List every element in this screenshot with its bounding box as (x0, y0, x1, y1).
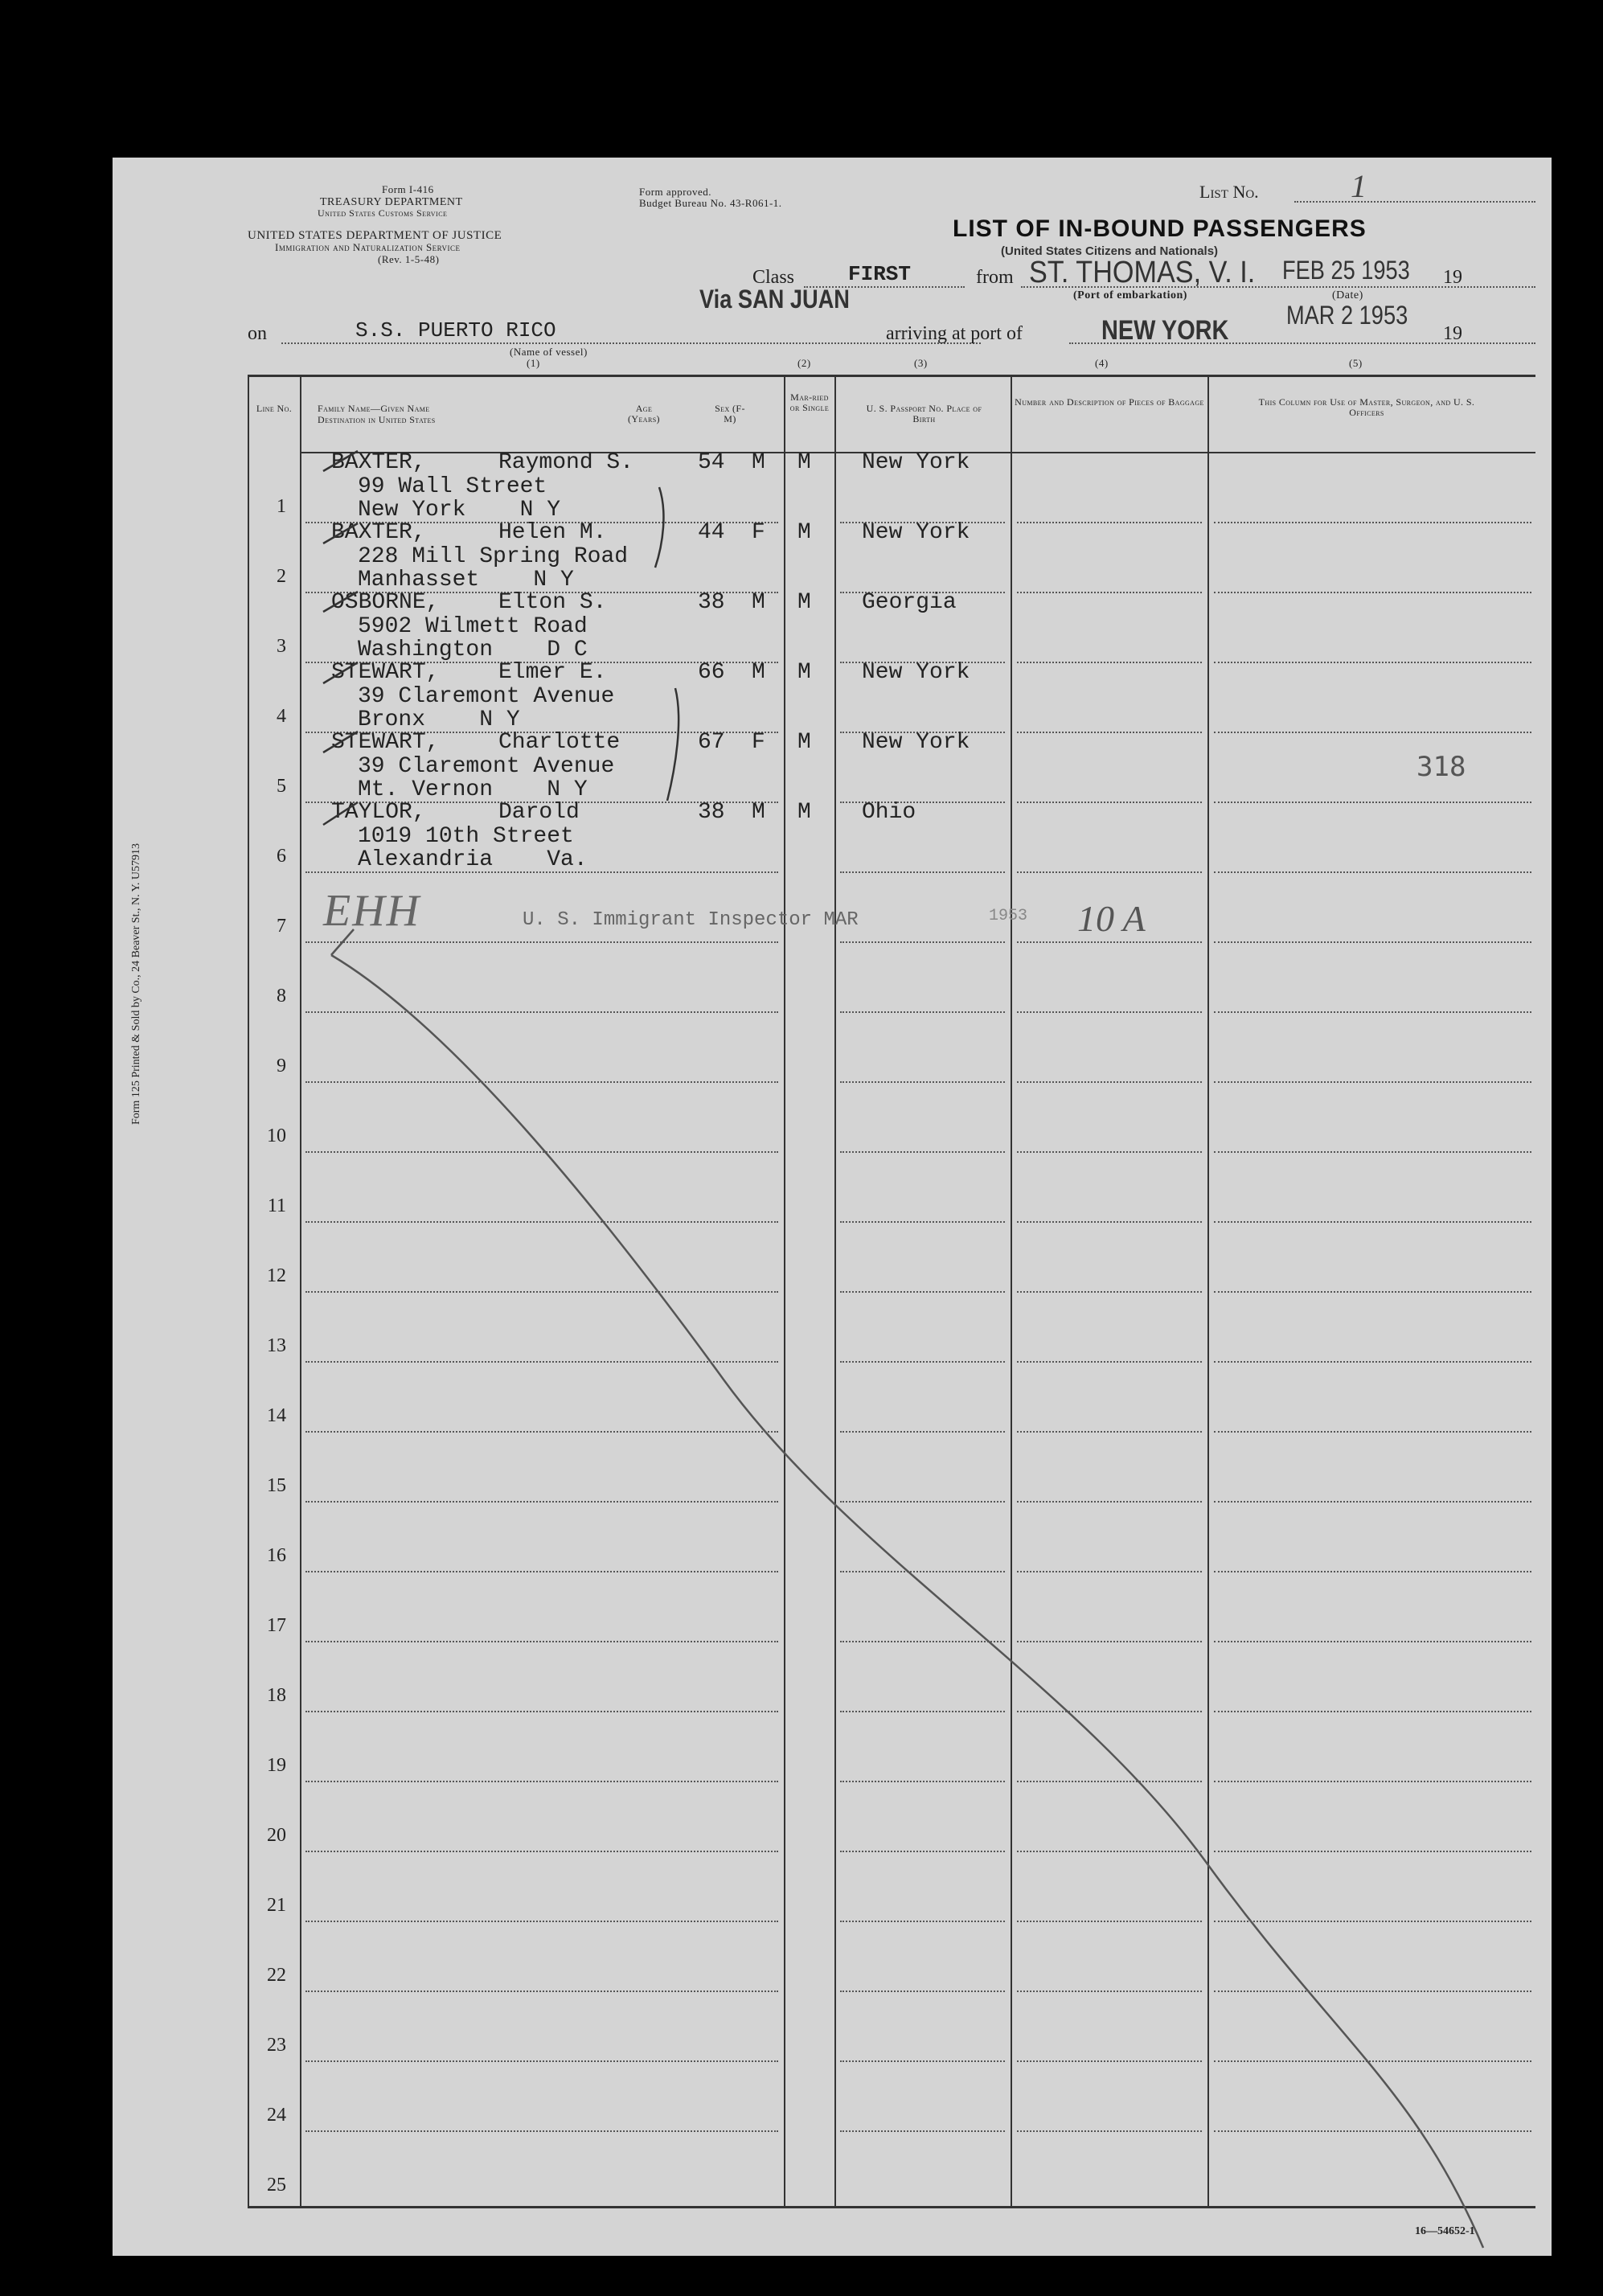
row-dotted-rule (1017, 1361, 1202, 1363)
vessel-caption: (Name of vessel) (510, 346, 588, 358)
line-number: 16 (267, 1545, 286, 1566)
justice-department: UNITED STATES DEPARTMENT OF JUSTICE (248, 229, 502, 242)
line-number: 13 (267, 1335, 286, 1356)
row-dotted-rule (1017, 802, 1202, 803)
passenger-city-state: Alexandria Va. (358, 847, 588, 872)
passenger-given-name: Helen M. (498, 520, 607, 545)
row-dotted-rule (305, 1851, 778, 1852)
row-dotted-rule (840, 1851, 1005, 1852)
passenger-birthplace: Ohio (862, 800, 916, 825)
line-number: 5 (277, 776, 286, 797)
from-label: from (976, 267, 1014, 288)
passenger-city-state: New York N Y (358, 498, 561, 523)
passenger-family-name: BAXTER, (331, 520, 426, 545)
row-dotted-rule (305, 1221, 778, 1223)
row-dotted-rule (305, 1641, 778, 1642)
inspector-stamp-year: 1953 (989, 907, 1028, 925)
col-divider (784, 375, 785, 2208)
row-dotted-rule (1017, 2130, 1202, 2132)
line-number: 3 (277, 636, 286, 657)
line-number: 25 (267, 2175, 286, 2196)
header-age: Age (Years) (628, 403, 660, 424)
row-dotted-rule (305, 1361, 778, 1363)
line-number: 24 (267, 2105, 286, 2126)
date-caption: (Date) (1332, 289, 1363, 301)
row-dotted-rule (840, 1781, 1005, 1782)
passenger-given-name: Raymond S. (498, 450, 634, 475)
row-dotted-rule (305, 1431, 778, 1433)
passenger-family-name: BAXTER, (331, 450, 426, 475)
passenger-marital: M (797, 730, 811, 755)
row-dotted-rule (1214, 1781, 1531, 1782)
row-dotted-rule (1017, 592, 1202, 593)
row-dotted-rule (1214, 1291, 1531, 1293)
row-dotted-rule (840, 1081, 1005, 1083)
line-number: 22 (267, 1965, 286, 1986)
row-dotted-rule (840, 1431, 1005, 1433)
row-dotted-rule (840, 2130, 1005, 2132)
col-divider (300, 375, 301, 2208)
col-num-4: (4) (1095, 357, 1109, 369)
arriving-label: arriving at port of (886, 323, 1023, 344)
col-divider (248, 375, 249, 2208)
row-dotted-rule (840, 1711, 1005, 1712)
row-dotted-rule (1017, 1781, 1202, 1782)
row-dotted-rule (1017, 1011, 1202, 1013)
row-dotted-rule (1214, 732, 1531, 733)
row-dotted-rule (1214, 1431, 1531, 1433)
handwritten-count: 10 A (1077, 898, 1146, 939)
class-label: Class (752, 267, 795, 288)
customs-service: United States Customs Service (318, 207, 448, 219)
row-dotted-rule (1017, 2060, 1202, 2062)
row-dotted-rule (840, 1221, 1005, 1223)
table-top-rule (248, 375, 1535, 377)
row-dotted-rule (1214, 522, 1531, 523)
passenger-address: 99 Wall Street (358, 474, 547, 499)
row-dotted-rule (1017, 941, 1202, 943)
passenger-family-name: STEWART, (331, 660, 440, 685)
passenger-sex: F (752, 520, 765, 545)
header-baggage: Number and Description of Pieces of Baggage (1015, 396, 1204, 408)
line-number: 17 (267, 1615, 286, 1636)
form-approval: Form approved. (639, 186, 712, 198)
table-bottom-rule (248, 2206, 1535, 2208)
row-dotted-rule (1214, 1011, 1531, 1013)
row-dotted-rule (305, 1501, 778, 1503)
row-dotted-rule (305, 1921, 778, 1922)
passenger-marital: M (797, 450, 811, 475)
passenger-city-state: Washington D C (358, 638, 588, 662)
row-dotted-rule (1214, 1991, 1531, 1992)
row-dotted-rule (840, 1641, 1005, 1642)
line-number: 20 (267, 1825, 286, 1846)
row-dotted-rule (840, 871, 1005, 873)
row-dotted-rule (1017, 1501, 1202, 1503)
row-dotted-rule (1214, 2060, 1531, 2062)
header-passport: U. S. Passport No. Place of Birth (866, 403, 982, 424)
passenger-given-name: Elmer E. (498, 660, 607, 685)
row-dotted-rule (1214, 1571, 1531, 1572)
row-dotted-rule (1214, 1641, 1531, 1642)
row-dotted-rule (1017, 1711, 1202, 1712)
row-dotted-rule (305, 941, 778, 943)
row-dotted-rule (1214, 871, 1531, 873)
row-dotted-rule (305, 1991, 778, 1992)
row-dotted-rule (305, 1081, 778, 1083)
passenger-age: 38 (698, 800, 725, 825)
form-code: 16—54652-1 (1415, 2225, 1475, 2237)
passenger-birthplace: New York (862, 730, 970, 755)
row-dotted-rule (1017, 1431, 1202, 1433)
line-number: 15 (267, 1475, 286, 1496)
passenger-address: 39 Claremont Avenue (358, 753, 615, 779)
row-dotted-rule (1214, 662, 1531, 663)
row-dotted-rule (840, 1011, 1005, 1013)
line-number: 10 (267, 1125, 286, 1146)
row-dotted-rule (840, 1291, 1005, 1293)
vessel-line (281, 342, 981, 344)
row-dotted-rule (1017, 1921, 1202, 1922)
revision-date: (Rev. 1-5-48) (378, 253, 440, 265)
passenger-city-state: Manhasset N Y (358, 568, 574, 592)
vessel-name: S.S. PUERTO RICO (355, 318, 556, 342)
row-dotted-rule (1017, 1851, 1202, 1852)
row-dotted-rule (305, 1011, 778, 1013)
row-dotted-rule (1214, 802, 1531, 803)
col-num-3: (3) (914, 357, 928, 369)
passenger-address: 1019 10th Street (358, 823, 574, 849)
passenger-family-name: STEWART, (331, 730, 440, 755)
passenger-address: 39 Claremont Avenue (358, 683, 615, 709)
line-number: 19 (267, 1755, 286, 1776)
row-dotted-rule (840, 1991, 1005, 1992)
row-dotted-rule (1017, 1291, 1202, 1293)
manifest-sheet (113, 158, 1552, 2256)
on-label: on (248, 323, 267, 344)
year-prefix-1: 19 (1443, 267, 1462, 288)
line-number: 18 (267, 1685, 286, 1706)
passenger-sex: M (752, 800, 765, 825)
line-number: 6 (277, 846, 286, 867)
row-dotted-rule (1214, 1851, 1531, 1852)
row-dotted-rule (305, 1151, 778, 1153)
list-no-label: List No. (1199, 182, 1259, 202)
row-dotted-rule (1214, 941, 1531, 943)
line-number: 8 (277, 986, 286, 1007)
passenger-marital: M (797, 520, 811, 545)
col-divider (834, 375, 836, 2208)
row-dotted-rule (305, 2130, 778, 2132)
page-subtitle: (United States Citizens and Nationals) (1001, 244, 1219, 258)
passenger-marital: M (797, 800, 811, 825)
cancellation-stroke (113, 158, 1552, 2256)
passenger-address: 228 Mill Spring Road (358, 543, 629, 569)
row-dotted-rule (1214, 1711, 1531, 1712)
header-sex: Sex (F-M) (715, 403, 745, 424)
page-title: LIST OF IN-BOUND PASSENGERS (953, 215, 1367, 242)
passenger-sex: F (752, 730, 765, 755)
col-num-5: (5) (1349, 357, 1363, 369)
class-value: FIRST (848, 262, 912, 286)
port-embarkation-caption: (Port of embarkation) (1073, 289, 1187, 301)
inspector-stamp: U. S. Immigrant Inspector MAR (523, 909, 859, 931)
treasury-department: TREASURY DEPARTMENT (320, 196, 463, 208)
passenger-sex: M (752, 660, 765, 685)
row-dotted-rule (840, 941, 1005, 943)
passenger-given-name: Charlotte (498, 730, 621, 755)
passenger-birthplace: New York (862, 520, 970, 545)
row-dotted-rule (1017, 522, 1202, 523)
arrival-date: MAR 2 1953 (1286, 301, 1408, 330)
header-line-no: Line No. (256, 403, 293, 414)
officer-number: 318 (1416, 751, 1466, 783)
year-prefix-2: 19 (1443, 323, 1462, 344)
passenger-sex: M (752, 450, 765, 475)
row-dotted-rule (1017, 1991, 1202, 1992)
passenger-city-state: Mt. Vernon N Y (358, 777, 588, 802)
row-dotted-rule (1017, 662, 1202, 663)
row-dotted-rule (840, 1151, 1005, 1153)
passenger-family-name: TAYLOR, (331, 800, 426, 825)
row-dotted-rule (1214, 1501, 1531, 1503)
col-divider (1011, 375, 1012, 2208)
row-dotted-rule (1017, 1221, 1202, 1223)
row-dotted-rule (1214, 1921, 1531, 1922)
row-dotted-rule (1214, 1081, 1531, 1083)
form-number: Form I-416 (382, 183, 434, 195)
row-dotted-rule (1017, 871, 1202, 873)
line-number: 7 (277, 916, 286, 937)
row-dotted-rule (305, 1711, 778, 1712)
line-number: 1 (277, 496, 286, 517)
row-dotted-rule (1214, 1151, 1531, 1153)
row-dotted-rule (305, 2060, 778, 2062)
arrival-port: NEW YORK (1101, 315, 1229, 346)
embarkation-port: ST. THOMAS, V. I. (1029, 256, 1256, 289)
row-dotted-rule (305, 1571, 778, 1572)
passenger-marital: M (797, 660, 811, 685)
col-divider (1207, 375, 1209, 2208)
line-number: 14 (267, 1405, 286, 1426)
line-number: 23 (267, 2035, 286, 2056)
row-dotted-rule (305, 1291, 778, 1293)
row-dotted-rule (840, 2060, 1005, 2062)
row-dotted-rule (1214, 2130, 1531, 2132)
line-number: 21 (267, 1895, 286, 1916)
row-dotted-rule (1214, 1361, 1531, 1363)
printer-imprint: Form 125 Printed & Sold by Co., 24 Beaver St., N. Y. U57913 (130, 843, 142, 1125)
list-no-line (1294, 201, 1535, 203)
passenger-age: 54 (698, 450, 725, 475)
arrival-line (1069, 342, 1535, 344)
row-dotted-rule (840, 1571, 1005, 1572)
row-dotted-rule (1214, 1221, 1531, 1223)
passenger-birthplace: New York (862, 450, 970, 475)
passenger-birthplace: New York (862, 660, 970, 685)
passenger-age: 66 (698, 660, 725, 685)
col-num-2: (2) (797, 357, 811, 369)
line-number: 12 (267, 1265, 286, 1286)
passenger-age: 44 (698, 520, 725, 545)
row-dotted-rule (1214, 592, 1531, 593)
embarkation-date: FEB 25 1953 (1282, 256, 1410, 285)
line-number: 11 (267, 1195, 286, 1216)
row-dotted-rule (1017, 1151, 1202, 1153)
row-dotted-rule (840, 1921, 1005, 1922)
passenger-given-name: Elton S. (498, 590, 607, 615)
header-officers: This Column for Use of Master, Surgeon, and U. S. Officers (1258, 396, 1475, 418)
budget-bureau: Budget Bureau No. 43-R061-1. (639, 197, 782, 209)
passenger-age: 67 (698, 730, 725, 755)
passenger-given-name: Darold (498, 800, 580, 825)
passenger-age: 38 (698, 590, 725, 615)
passenger-address: 5902 Wilmett Road (358, 613, 588, 639)
row-dotted-rule (305, 1781, 778, 1782)
line-number: 2 (277, 566, 286, 587)
row-dotted-rule (1017, 1571, 1202, 1572)
passenger-birthplace: Georgia (862, 590, 957, 615)
passenger-sex: M (752, 590, 765, 615)
passenger-city-state: Bronx N Y (358, 707, 520, 732)
via-port: Via SAN JUAN (699, 285, 850, 314)
list-no-value: 1 (1351, 168, 1367, 204)
line-number: 9 (277, 1056, 286, 1076)
header-destination: Destination in United States (318, 414, 436, 425)
row-dotted-rule (1017, 1641, 1202, 1642)
row-dotted-rule (1017, 1081, 1202, 1083)
row-dotted-rule (1017, 732, 1202, 733)
inspector-signature: E H H (323, 886, 415, 936)
row-dotted-rule (840, 1361, 1005, 1363)
header-name: Family Name—Given Name (318, 403, 430, 414)
passenger-family-name: OSBORNE, (331, 590, 440, 615)
line-number: 4 (277, 706, 286, 727)
header-married: Mar-ried or Single (789, 392, 830, 413)
col-num-1: (1) (527, 357, 540, 369)
row-dotted-rule (840, 1501, 1005, 1503)
passenger-marital: M (797, 590, 811, 615)
immigration-service: Immigration and Naturalization Service (275, 241, 461, 253)
